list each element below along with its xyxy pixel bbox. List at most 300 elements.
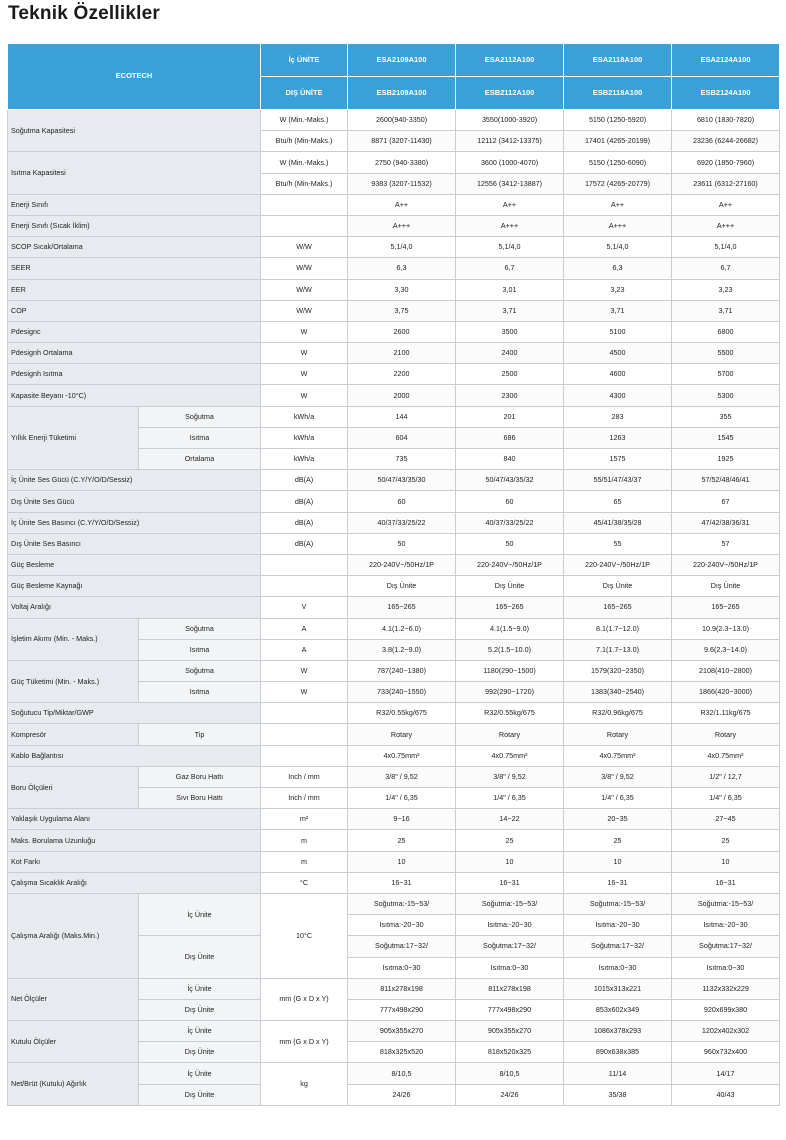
spec-label: Yaklaşık Uygulama Alanı: [8, 809, 261, 830]
spec-value: Dış Ünite: [564, 576, 672, 597]
spec-value: 3/8" / 9,52: [564, 766, 672, 787]
table-row: [8, 279, 780, 300]
spec-value: 3,30: [348, 279, 456, 300]
spec-value: 1180(290~1500): [456, 660, 564, 681]
spec-unit: kWh/a: [261, 449, 348, 470]
spec-value: A++: [456, 194, 564, 215]
spec-unit: dB(A): [261, 491, 348, 512]
spec-unit: Btu/h (Min-Maks.): [261, 173, 348, 194]
spec-sublabel: Dış Ünite: [139, 1042, 261, 1063]
spec-unit: Btu/h (Min-Maks.): [261, 131, 348, 152]
spec-value: 811x278x198: [456, 978, 564, 999]
spec-value: 3,23: [564, 279, 672, 300]
table-row: [8, 724, 780, 745]
spec-value: A++: [348, 194, 456, 215]
spec-sublabel: İç Ünite: [139, 1021, 261, 1042]
spec-value: 9.6(2.3~14.0): [672, 639, 780, 660]
spec-label: Dış Ünite Ses Basıncı: [8, 533, 261, 554]
spec-value: 4x0.75mm²: [456, 745, 564, 766]
spec-value: 1/2" / 12,7: [672, 766, 780, 787]
spec-value: 818x520x325: [456, 1042, 564, 1063]
table-row: [8, 321, 780, 342]
spec-value: 4300: [564, 385, 672, 406]
spec-value: 1383(340~2540): [564, 682, 672, 703]
table-row: [8, 385, 780, 406]
spec-value: 55/51/47/43/37: [564, 470, 672, 491]
spec-label: Soğutucu Tip/Miktar/GWP: [8, 703, 261, 724]
table-row: [8, 470, 780, 491]
spec-value: 5,1/4,0: [672, 237, 780, 258]
spec-label: Soğutma Kapasitesi: [8, 110, 261, 152]
spec-value: A+++: [672, 215, 780, 236]
spec-value: 777x498x290: [348, 999, 456, 1020]
spec-value: 16~31: [456, 872, 564, 893]
spec-unit: W: [261, 660, 348, 681]
spec-value: 1579(320~2350): [564, 660, 672, 681]
spec-unit: mm (G x D x Y): [261, 978, 348, 1020]
spec-value: 60: [348, 491, 456, 512]
spec-value: 17401 (4265-20199): [564, 131, 672, 152]
spec-value: Soğutma:17~32/: [672, 936, 780, 957]
spec-value: 8871 (3207-11430): [348, 131, 456, 152]
spec-value: 5150 (1250-6090): [564, 152, 672, 173]
spec-value: R32/0.96kg/675: [564, 703, 672, 724]
spec-value: Rotary: [672, 724, 780, 745]
outdoor-unit-label: DIŞ ÜNİTE: [261, 77, 348, 110]
spec-sublabel: Soğutma: [139, 618, 261, 639]
spec-value: A+++: [456, 215, 564, 236]
spec-value: 5,1/4,0: [564, 237, 672, 258]
spec-value: 23236 (6244-26682): [672, 131, 780, 152]
indoor-model: ESA2118A100: [564, 44, 672, 77]
spec-value: 733(240~1550): [348, 682, 456, 703]
spec-value: 10.9(2.3~13.0): [672, 618, 780, 639]
indoor-unit-label: İç ÜNİTE: [261, 44, 348, 77]
spec-value: 4.1(1.2~6.0): [348, 618, 456, 639]
spec-value: 2300: [456, 385, 564, 406]
spec-value: 787(240~1380): [348, 660, 456, 681]
spec-label: İç Ünite Ses Gücü (C.Y/Y/O/D/Sessiz): [8, 470, 261, 491]
spec-value: 2750 (940-3380): [348, 152, 456, 173]
spec-unit: W: [261, 343, 348, 364]
spec-value: 4.1(1.5~9.0): [456, 618, 564, 639]
spec-value: 5,1/4,0: [456, 237, 564, 258]
table-row: [8, 830, 780, 851]
spec-value: 1086x378x293: [564, 1021, 672, 1042]
spec-value: Soğutma:-15~53/: [348, 893, 456, 914]
spec-value: 6,7: [456, 258, 564, 279]
spec-label: Kapasite Beyanı -10°C): [8, 385, 261, 406]
table-row: [8, 533, 780, 554]
spec-value: 6,7: [672, 258, 780, 279]
spec-value: 11/14: [564, 1063, 672, 1084]
spec-value: 23611 (6312-27160): [672, 173, 780, 194]
spec-value: 165~265: [456, 597, 564, 618]
spec-value: 20~35: [564, 809, 672, 830]
spec-value: 16~31: [672, 872, 780, 893]
spec-unit: m: [261, 851, 348, 872]
spec-sublabel: Isıtma: [139, 427, 261, 448]
spec-label: Kompresör: [8, 724, 139, 745]
spec-unit: W/W: [261, 300, 348, 321]
spec-value: Isıtma:-20~30: [564, 915, 672, 936]
spec-label: İşletim Akımı (Min. - Maks.): [8, 618, 139, 660]
spec-value: Isıtma:0~30: [672, 957, 780, 978]
spec-label: Güç Besleme: [8, 554, 261, 575]
table-row: [8, 978, 780, 999]
spec-label: Çalışma Aralığı (Maks.Min.): [8, 893, 139, 978]
spec-label: Güç Besleme Kaynağı: [8, 576, 261, 597]
spec-value: 1263: [564, 427, 672, 448]
spec-unit: W (Min.-Maks.): [261, 110, 348, 131]
spec-sublabel: İç Ünite: [139, 1063, 261, 1084]
spec-label: EER: [8, 279, 261, 300]
spec-value: 4x0.75mm²: [672, 745, 780, 766]
spec-value: 960x732x400: [672, 1042, 780, 1063]
spec-table-container: [7, 43, 779, 1106]
spec-unit: [261, 215, 348, 236]
spec-table: [7, 43, 780, 1106]
spec-value: 1015x313x221: [564, 978, 672, 999]
table-row: [8, 215, 780, 236]
spec-value: 17572 (4265-20779): [564, 173, 672, 194]
spec-unit: 10°C: [261, 893, 348, 978]
spec-value: 2600(940-3350): [348, 110, 456, 131]
spec-value: 1202x402x302: [672, 1021, 780, 1042]
spec-value: 5.2(1.5~10.0): [456, 639, 564, 660]
spec-value: 4x0.75mm²: [348, 745, 456, 766]
spec-value: 777x498x290: [456, 999, 564, 1020]
spec-value: 2000: [348, 385, 456, 406]
indoor-model: ESA2109A100: [348, 44, 456, 77]
spec-value: 355: [672, 406, 780, 427]
spec-label: Güç Tüketimi (Min. - Maks.): [8, 660, 139, 702]
spec-value: 853x602x349: [564, 999, 672, 1020]
spec-sublabel: Ortalama: [139, 449, 261, 470]
spec-unit: dB(A): [261, 512, 348, 533]
spec-label: Pdesignc: [8, 321, 261, 342]
spec-unit: [261, 724, 348, 745]
spec-value: 10: [348, 851, 456, 872]
spec-unit: dB(A): [261, 533, 348, 554]
spec-unit: W/W: [261, 258, 348, 279]
spec-unit: °C: [261, 872, 348, 893]
spec-value: 165~265: [564, 597, 672, 618]
spec-value: Dış Ünite: [672, 576, 780, 597]
spec-value: 818x325x520: [348, 1042, 456, 1063]
spec-value: 144: [348, 406, 456, 427]
spec-value: 2100: [348, 343, 456, 364]
spec-value: Rotary: [564, 724, 672, 745]
spec-value: 50/47/43/35/30: [348, 470, 456, 491]
spec-value: 6,3: [564, 258, 672, 279]
spec-unit: kWh/a: [261, 406, 348, 427]
spec-value: 3,01: [456, 279, 564, 300]
spec-label: COP: [8, 300, 261, 321]
spec-value: 8.1(1.7~12.0): [564, 618, 672, 639]
spec-value: 2600: [348, 321, 456, 342]
spec-value: Rotary: [348, 724, 456, 745]
spec-value: A+++: [348, 215, 456, 236]
spec-value: 840: [456, 449, 564, 470]
spec-value: 220-240V~/50Hz/1P: [564, 554, 672, 575]
spec-value: 3600 (1000-4070): [456, 152, 564, 173]
spec-label: Pdesignh Ortalama: [8, 343, 261, 364]
spec-value: 8/10,5: [348, 1063, 456, 1084]
spec-label: SEER: [8, 258, 261, 279]
spec-value: 5,1/4,0: [348, 237, 456, 258]
table-row: [8, 703, 780, 724]
table-row: [8, 1063, 780, 1084]
indoor-model: ESA2124A100: [672, 44, 780, 77]
spec-value: 6,3: [348, 258, 456, 279]
spec-label: Dış Ünite Ses Gücü: [8, 491, 261, 512]
spec-value: 3,23: [672, 279, 780, 300]
spec-value: 1925: [672, 449, 780, 470]
spec-label: Net Ölçüler: [8, 978, 139, 1020]
spec-sublabel: Soğutma: [139, 406, 261, 427]
table-row: [8, 110, 780, 131]
table-row: [8, 618, 780, 639]
spec-unit: A: [261, 639, 348, 660]
spec-value: 3/8" / 9,52: [348, 766, 456, 787]
spec-value: 24/26: [348, 1084, 456, 1105]
spec-unit: W (Min.-Maks.): [261, 152, 348, 173]
header-row-indoor: [8, 44, 780, 77]
spec-unit: A: [261, 618, 348, 639]
table-row: [8, 300, 780, 321]
spec-value: 12112 (3412-13375): [456, 131, 564, 152]
spec-value: Soğutma:17~32/: [456, 936, 564, 957]
table-row: [8, 597, 780, 618]
spec-value: 1/4" / 6,35: [456, 788, 564, 809]
spec-value: 1866(420~3000): [672, 682, 780, 703]
spec-value: Dış Ünite: [456, 576, 564, 597]
spec-label: Voltaj Aralığı: [8, 597, 261, 618]
spec-sublabel: Tip: [139, 724, 261, 745]
spec-value: 2200: [348, 364, 456, 385]
spec-unit: mm (G x D x Y): [261, 1021, 348, 1063]
spec-value: 890x638x385: [564, 1042, 672, 1063]
table-row: [8, 660, 780, 681]
spec-value: 3/8" / 9,52: [456, 766, 564, 787]
spec-unit: [261, 703, 348, 724]
spec-value: 1/4" / 6,35: [564, 788, 672, 809]
spec-unit: [261, 554, 348, 575]
spec-value: 3.8(1.2~9.0): [348, 639, 456, 660]
indoor-model: ESA2112A100: [456, 44, 564, 77]
spec-value: Isıtma:0~30: [456, 957, 564, 978]
spec-label: Isıtma Kapasitesi: [8, 152, 261, 194]
spec-unit: W/W: [261, 279, 348, 300]
spec-value: 50: [456, 533, 564, 554]
spec-value: 25: [672, 830, 780, 851]
spec-value: Dış Ünite: [348, 576, 456, 597]
spec-value: 67: [672, 491, 780, 512]
spec-unit: W/W: [261, 237, 348, 258]
spec-value: Isıtma:-20~30: [456, 915, 564, 936]
spec-value: 5300: [672, 385, 780, 406]
table-row: [8, 237, 780, 258]
spec-sublabel: Soğutma: [139, 660, 261, 681]
spec-value: 905x355x270: [456, 1021, 564, 1042]
spec-value: 50/47/43/35/32: [456, 470, 564, 491]
spec-value: 7.1(1.7~13.0): [564, 639, 672, 660]
spec-value: 686: [456, 427, 564, 448]
spec-value: 16~31: [564, 872, 672, 893]
table-row: [8, 872, 780, 893]
spec-value: 4500: [564, 343, 672, 364]
spec-sublabel: Dış Ünite: [139, 999, 261, 1020]
spec-value: 25: [456, 830, 564, 851]
spec-value: 3,71: [672, 300, 780, 321]
spec-value: 9383 (3207-11532): [348, 173, 456, 194]
spec-value: Soğutma:-15~53/: [564, 893, 672, 914]
spec-unit: kg: [261, 1063, 348, 1105]
spec-value: 2108(410~2800): [672, 660, 780, 681]
table-row: [8, 1021, 780, 1042]
spec-value: 1545: [672, 427, 780, 448]
spec-value: 992(290~1720): [456, 682, 564, 703]
spec-value: Soğutma:17~32/: [348, 936, 456, 957]
spec-label: Kot Farkı: [8, 851, 261, 872]
spec-value: Soğutma:-15~53/: [456, 893, 564, 914]
spec-unit: [261, 576, 348, 597]
outdoor-model: ESB2124A100: [672, 77, 780, 110]
spec-value: 3500: [456, 321, 564, 342]
spec-label: İç Ünite Ses Basıncı (C.Y/Y/O/D/Sessiz): [8, 512, 261, 533]
table-row: [8, 491, 780, 512]
table-row: [8, 554, 780, 575]
spec-value: 811x278x198: [348, 978, 456, 999]
spec-unit: W: [261, 321, 348, 342]
spec-value: Isıtma:-20~30: [672, 915, 780, 936]
spec-value: 10: [672, 851, 780, 872]
spec-value: 3,71: [456, 300, 564, 321]
spec-label: Kutulu Ölçüler: [8, 1021, 139, 1063]
outdoor-model: ESB2118A100: [564, 77, 672, 110]
table-row: [8, 194, 780, 215]
spec-value: 5100: [564, 321, 672, 342]
spec-value: R32/1.11kg/675: [672, 703, 780, 724]
spec-value: 1132x332x229: [672, 978, 780, 999]
table-row: [8, 576, 780, 597]
spec-value: 35/38: [564, 1084, 672, 1105]
spec-value: R32/0.55kg/675: [348, 703, 456, 724]
spec-value: Soğutma:-15~53/: [672, 893, 780, 914]
spec-value: 604: [348, 427, 456, 448]
spec-value: A++: [564, 194, 672, 215]
spec-value: 10: [564, 851, 672, 872]
spec-unit: kWh/a: [261, 427, 348, 448]
table-row: [8, 152, 780, 173]
spec-unit: m: [261, 830, 348, 851]
spec-value: 2500: [456, 364, 564, 385]
spec-value: 1/4" / 6,35: [348, 788, 456, 809]
spec-value: 6920 (1850-7960): [672, 152, 780, 173]
table-row: [8, 258, 780, 279]
table-row: [8, 343, 780, 364]
spec-value: Isıtma:0~30: [564, 957, 672, 978]
page-title: Teknik Özellikler: [8, 3, 160, 24]
table-row: [8, 893, 780, 914]
spec-sublabel: Gaz Boru Hattı: [139, 766, 261, 787]
spec-value: Rotary: [456, 724, 564, 745]
spec-value: 40/37/33/25/22: [456, 512, 564, 533]
spec-value: 735: [348, 449, 456, 470]
spec-value: 65: [564, 491, 672, 512]
spec-sublabel: Dış Ünite: [139, 936, 261, 978]
spec-value: 5150 (1250-5920): [564, 110, 672, 131]
spec-value: 25: [348, 830, 456, 851]
spec-value: 2400: [456, 343, 564, 364]
table-row: [8, 745, 780, 766]
spec-value: 47/42/38/36/31: [672, 512, 780, 533]
spec-value: 3,75: [348, 300, 456, 321]
spec-label: Çalışma Sıcaklık Aralığı: [8, 872, 261, 893]
spec-value: 40/43: [672, 1084, 780, 1105]
spec-value: 283: [564, 406, 672, 427]
table-row: [8, 406, 780, 427]
spec-value: 25: [564, 830, 672, 851]
spec-value: 1/4" / 6,35: [672, 788, 780, 809]
spec-value: 10: [456, 851, 564, 872]
spec-value: 3550(1000-3920): [456, 110, 564, 131]
spec-value: 45/41/38/35/28: [564, 512, 672, 533]
spec-value: 55: [564, 533, 672, 554]
spec-value: A++: [672, 194, 780, 215]
spec-value: 165~265: [672, 597, 780, 618]
spec-unit: [261, 745, 348, 766]
spec-value: 3,71: [564, 300, 672, 321]
spec-value: 57/52/48/46/41: [672, 470, 780, 491]
spec-label: Yıllık Enerji Tüketimi: [8, 406, 139, 470]
spec-unit: Inch / mm: [261, 766, 348, 787]
spec-sublabel: Isıtma: [139, 682, 261, 703]
spec-value: A+++: [564, 215, 672, 236]
spec-value: 1575: [564, 449, 672, 470]
spec-label: Pdesignh Isıtma: [8, 364, 261, 385]
spec-value: 220-240V~/50Hz/1P: [348, 554, 456, 575]
spec-label: Net/Brüt (Kutulu) Ağırlık: [8, 1063, 139, 1105]
spec-value: 165~265: [348, 597, 456, 618]
spec-label: SCOP Sıcak/Ortalama: [8, 237, 261, 258]
spec-value: 60: [456, 491, 564, 512]
spec-value: R32/0.55kg/675: [456, 703, 564, 724]
spec-value: 50: [348, 533, 456, 554]
spec-unit: W: [261, 364, 348, 385]
spec-label: Boru Ölçüleri: [8, 766, 139, 808]
table-row: [8, 809, 780, 830]
spec-value: 12556 (3412-13887): [456, 173, 564, 194]
spec-value: 905x355x270: [348, 1021, 456, 1042]
table-row: [8, 364, 780, 385]
spec-value: 24/26: [456, 1084, 564, 1105]
table-row: [8, 851, 780, 872]
outdoor-model: ESB2109A100: [348, 77, 456, 110]
spec-unit: m²: [261, 809, 348, 830]
spec-value: 9~16: [348, 809, 456, 830]
spec-value: 27~45: [672, 809, 780, 830]
spec-label: Maks. Borulama Uzunluğu: [8, 830, 261, 851]
spec-unit: W: [261, 682, 348, 703]
spec-value: Isıtma:0~30: [348, 957, 456, 978]
spec-value: 4x0.75mm²: [564, 745, 672, 766]
spec-value: 220-240V~/50Hz/1P: [456, 554, 564, 575]
spec-value: Soğutma:17~32/: [564, 936, 672, 957]
spec-label: Enerji Sınıfı (Sıcak İklim): [8, 215, 261, 236]
spec-value: 14~22: [456, 809, 564, 830]
